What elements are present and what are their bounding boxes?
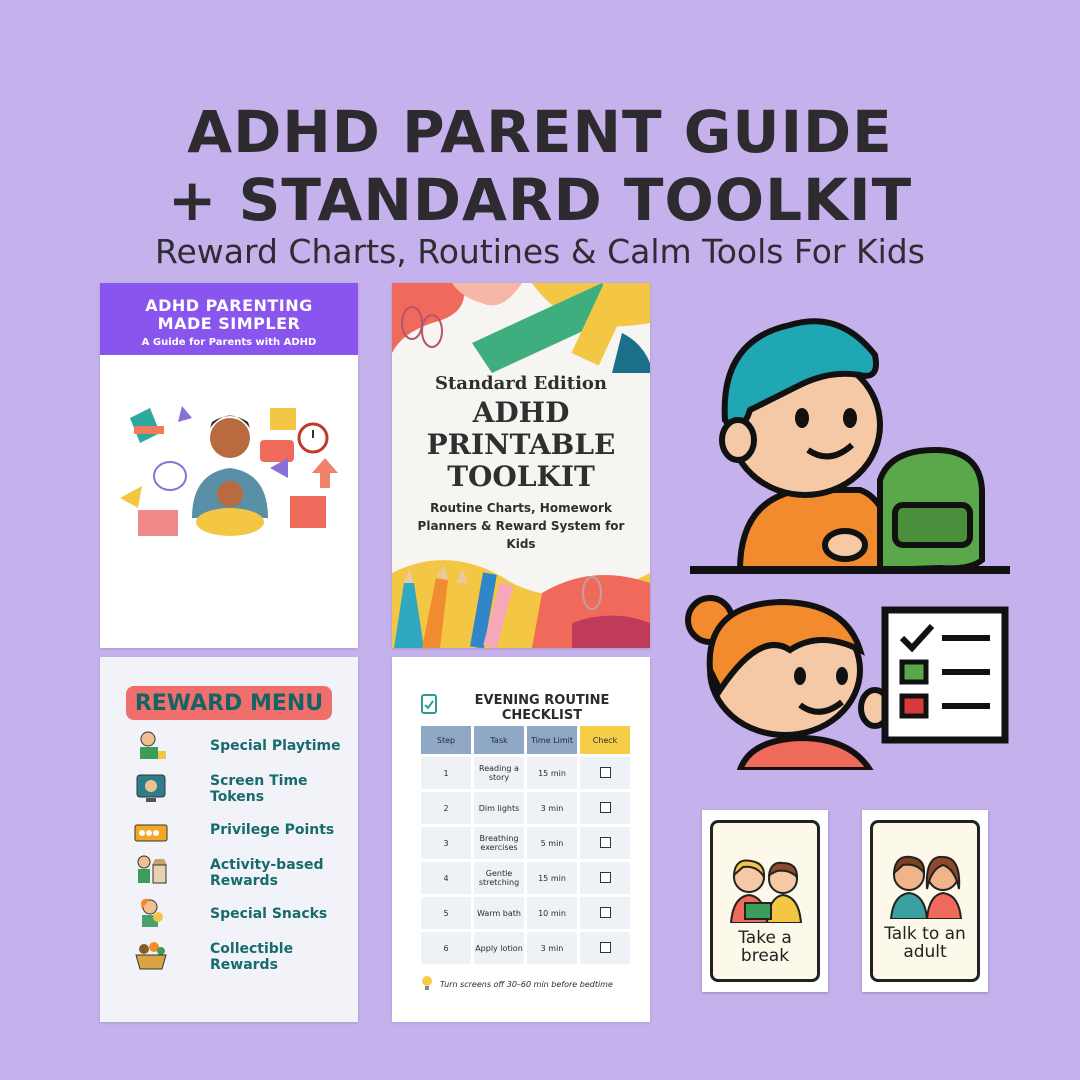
- talk-to-adult-label: Talk to an adult: [884, 924, 966, 962]
- reward-menu-card: [100, 657, 358, 1022]
- girl-with-checklist-illustration: [680, 590, 1010, 770]
- screen-time-icon: [134, 772, 168, 804]
- checkbox[interactable]: [600, 872, 611, 883]
- task-cell: Breathing exercises: [474, 827, 524, 859]
- time-cell: 10 min: [527, 897, 577, 929]
- step-cell: 2: [421, 792, 471, 824]
- talk-to-adult-card: [862, 810, 988, 992]
- time-cell: 5 min: [527, 827, 577, 859]
- step-cell: 6: [421, 932, 471, 964]
- toolkit-cover: [392, 283, 650, 648]
- checkbox[interactable]: [600, 802, 611, 813]
- main-title-line-2: + STANDARD TOOLKIT: [167, 166, 913, 234]
- reward-item: Collectible Rewards: [210, 941, 294, 973]
- lightbulb-icon: [420, 975, 434, 991]
- check-cell: [580, 897, 630, 929]
- task-cell: Reading a story: [474, 757, 524, 789]
- step-cell: 4: [421, 862, 471, 894]
- boy-with-backpack-illustration: [690, 300, 1010, 580]
- talk-to-adult-card-inner: [870, 820, 980, 982]
- routine-tip: Turn screens off 30–60 min before bedtime: [440, 980, 613, 989]
- check-cell: [580, 932, 630, 964]
- reward-item: Special Playtime: [210, 738, 341, 754]
- table-row: [421, 827, 630, 859]
- checklist-icon: [420, 693, 440, 715]
- kids-reading-illustration: [721, 853, 809, 923]
- toolkit-title-line-3: TOOLKIT: [447, 460, 595, 493]
- points-card-icon: [134, 817, 168, 849]
- checkbox[interactable]: [600, 767, 611, 778]
- routine-title: EVENING ROUTINE CHECKLIST: [474, 693, 610, 723]
- header-check: Check: [580, 726, 630, 754]
- task-cell: Apply lotion: [474, 932, 524, 964]
- toolkit-title-line-2: PRINTABLE: [426, 428, 616, 461]
- table-row: [421, 757, 630, 789]
- pencils-illustration: [392, 553, 650, 648]
- take-a-break-label: Take a break: [738, 928, 792, 966]
- header-task: Task: [474, 726, 524, 754]
- checkbox[interactable]: [600, 837, 611, 848]
- toolkit-description: Routine Charts, Homework Planners & Reward System for Kids: [417, 501, 625, 551]
- main-subtitle: Reward Charts, Routines & Calm Tools For Kids: [155, 232, 925, 271]
- table-row: [421, 932, 630, 964]
- table-row: [421, 862, 630, 894]
- task-cell: Dim lights: [474, 792, 524, 824]
- checkbox[interactable]: [600, 942, 611, 953]
- main-title-line-1: ADHD PARENT GUIDE: [187, 98, 893, 166]
- stationery-top-illustration: [392, 283, 650, 373]
- parent-child-illustration: [120, 398, 340, 548]
- take-a-break-card: [702, 810, 828, 992]
- table-row: [421, 792, 630, 824]
- collectible-basket-icon: [134, 939, 168, 971]
- header-time: Time Limit: [527, 726, 577, 754]
- time-cell: 15 min: [527, 757, 577, 789]
- parent-guide-cover: [100, 283, 358, 648]
- check-cell: [580, 862, 630, 894]
- guide-subtitle: A Guide for Parents with ADHD: [141, 337, 317, 348]
- check-cell: [580, 827, 630, 859]
- step-cell: 1: [421, 757, 471, 789]
- kids-talking-illustration: [881, 849, 969, 919]
- routine-table: [418, 723, 633, 967]
- table-row: [421, 897, 630, 929]
- guide-title: ADHD PARENTING MADE SIMPLER: [145, 296, 313, 333]
- task-cell: Warm bath: [474, 897, 524, 929]
- time-cell: 15 min: [527, 862, 577, 894]
- playtime-icon: [134, 729, 168, 761]
- task-cell: Gentle stretching: [474, 862, 524, 894]
- header-step: Step: [421, 726, 471, 754]
- step-cell: 5: [421, 897, 471, 929]
- reward-menu-title: REWARD MENU: [134, 691, 324, 716]
- check-cell: [580, 792, 630, 824]
- evening-routine-card: [392, 657, 650, 1022]
- checkbox[interactable]: [600, 907, 611, 918]
- activity-icon: [134, 853, 168, 885]
- time-cell: 3 min: [527, 792, 577, 824]
- snack-icon: [134, 897, 168, 929]
- reward-item: Special Snacks: [210, 906, 328, 922]
- check-cell: [580, 757, 630, 789]
- reward-item: Privilege Points: [210, 822, 335, 838]
- reward-item: Activity-based Rewards: [210, 857, 324, 889]
- time-cell: 3 min: [527, 932, 577, 964]
- step-cell: 3: [421, 827, 471, 859]
- toolkit-title-line-1: ADHD: [472, 396, 570, 429]
- toolkit-edition: Standard Edition: [434, 373, 608, 394]
- take-a-break-card-inner: [710, 820, 820, 982]
- reward-item: Screen Time Tokens: [210, 773, 308, 805]
